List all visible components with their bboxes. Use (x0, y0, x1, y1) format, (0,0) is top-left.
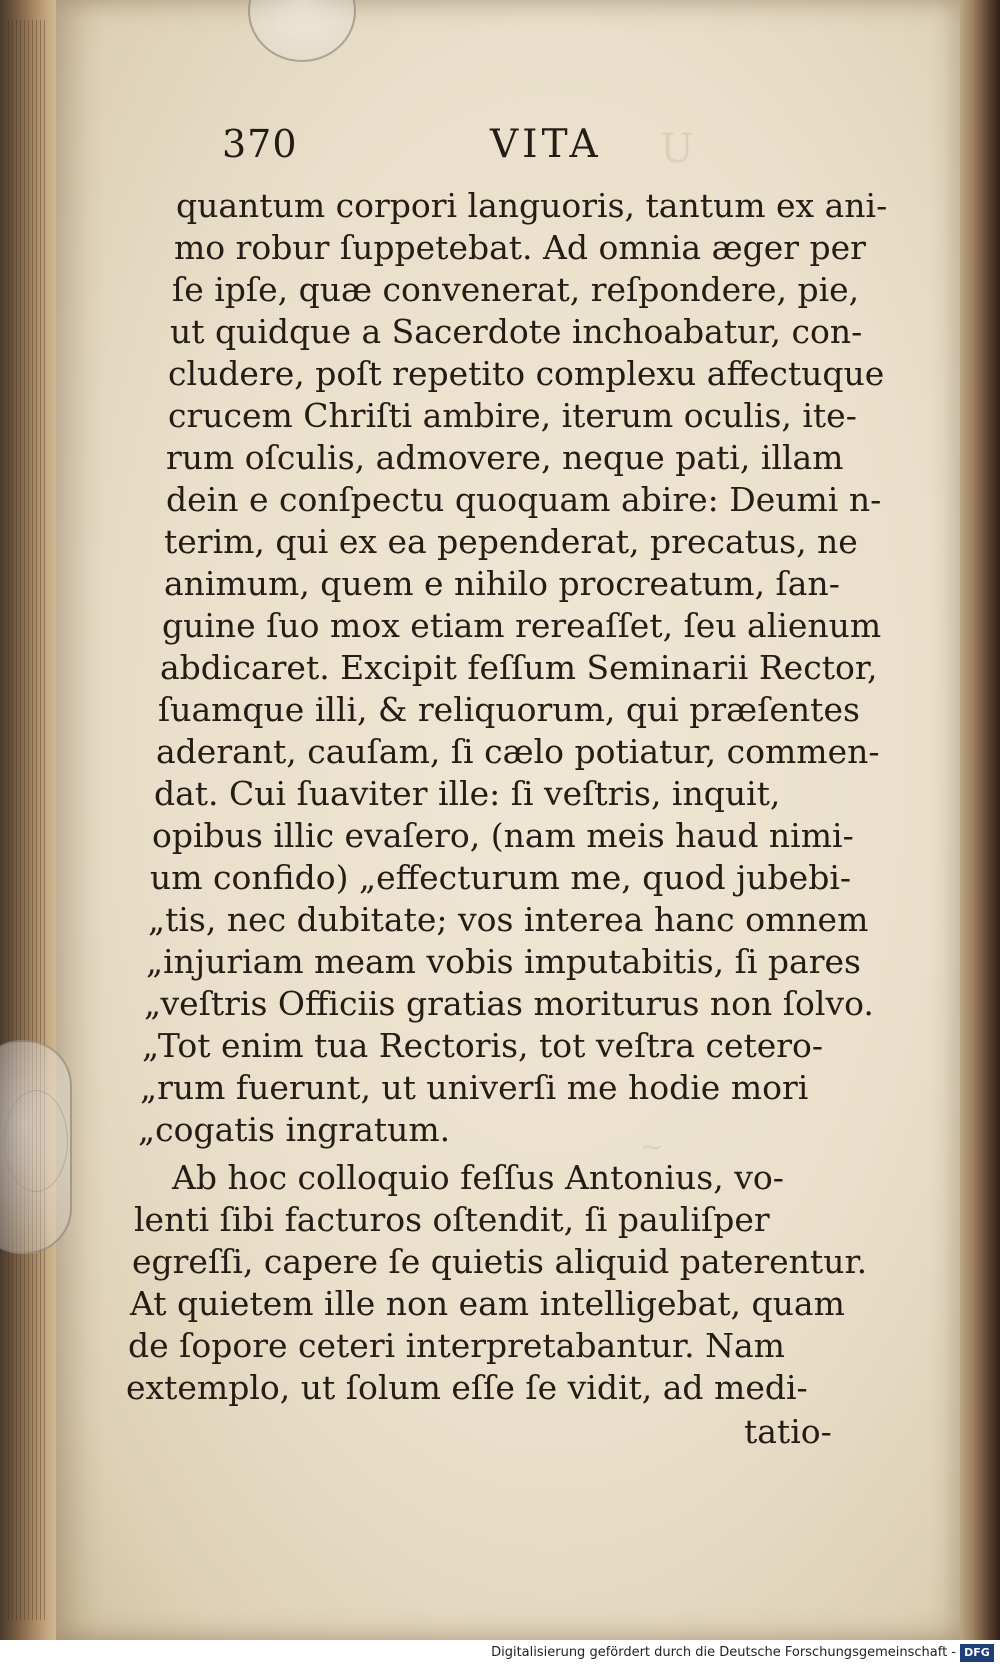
text-line: cludere, poſt repetito complexu affectuque (168, 354, 885, 393)
text-line: rum oſculis, admovere, neque pati, illam (166, 438, 844, 477)
text-line: „tis, nec dubitate; vos interea hanc omnem (148, 900, 869, 939)
text-line: At quietem ille non eam intelligebat, quam (130, 1284, 845, 1323)
text-line: opibus illic evaſero, (nam meis haud nimi- (152, 816, 854, 855)
page-header (0, 122, 1000, 172)
text-line: quantum corpori languoris, tantum ex ani- (176, 186, 888, 225)
text-line: crucem Chriſti ambire, iterum oculis, ite- (168, 396, 857, 435)
text-line: „injuriam meam vobis imputabitis, ſi pares (146, 942, 861, 981)
facing-page-edge (956, 0, 1000, 1640)
text-line: extemplo, ut ſolum eſſe ſe vidit, ad medi- (126, 1368, 808, 1407)
text-line: ſuamque illi, & reliquorum, qui præſentes (158, 690, 860, 729)
text-line: egreſſi, capere ſe quietis aliquid paterentur. (132, 1242, 868, 1281)
book-spine-edge (0, 0, 62, 1640)
text-line: aderant, cauſam, ſi cælo potiatur, commen- (156, 732, 880, 771)
show-through-mark: U (660, 126, 694, 172)
text-line: guine ſuo mox etiam rereaſſet, ſeu alienum (162, 606, 882, 645)
page-number: 370 (222, 122, 298, 166)
text-line: „veſtris Officiis gratias moriturus non ſolvo. (144, 984, 874, 1023)
text-line: ſe ipſe, quæ convenerat, reſpondere, pie, (172, 270, 860, 309)
text-line: mo robur ſuppetebat. Ad omnia æger per (174, 228, 866, 267)
text-line: „rum fuerunt, ut univerſi me hodie mori (140, 1068, 809, 1107)
text-line: dat. Cui ſuaviter ille: ſi veſtris, inquit, (154, 774, 781, 813)
running-title: VITA (490, 122, 602, 167)
text-line: de ſopore ceteri interpretabantur. Nam (128, 1326, 785, 1365)
text-line: dein e conſpectu quoquam abire: Deumi n- (166, 480, 882, 519)
page-edge-lines (8, 20, 48, 1620)
text-line: um confido) „effecturum me, quod jubebi- (150, 858, 852, 897)
text-line: terim, qui ex ea pependerat, precatus, ne (164, 522, 858, 561)
text-line: Ab hoc colloquio feſſus Antonius, vo- (172, 1158, 784, 1197)
text-line: abdicaret. Excipit feſſum Seminarii Rector, (160, 648, 878, 687)
catchword: tatio- (744, 1412, 832, 1451)
funding-credit: Digitalisierung gefördert durch die Deutsche Forschungsgemeinschaft - (491, 1645, 956, 1660)
page-clip-left-inner (4, 1090, 68, 1192)
dfg-logo: DFG (960, 1644, 994, 1662)
text-line: „Tot enim tua Rectoris, tot veſtra cetero- (142, 1026, 824, 1065)
text-line: lenti ſibi facturos oſtendit, ſi pauliſper (134, 1200, 770, 1239)
text-line: „cogatis ingratum. (138, 1110, 451, 1149)
text-line: animum, quem e nihilo procreatum, ſan- (164, 564, 840, 603)
text-line: ut quidque a Sacerdote inchoabatur, con- (170, 312, 863, 351)
show-through-mark: ~ (640, 1130, 664, 1163)
footer-bar (0, 1640, 1000, 1668)
